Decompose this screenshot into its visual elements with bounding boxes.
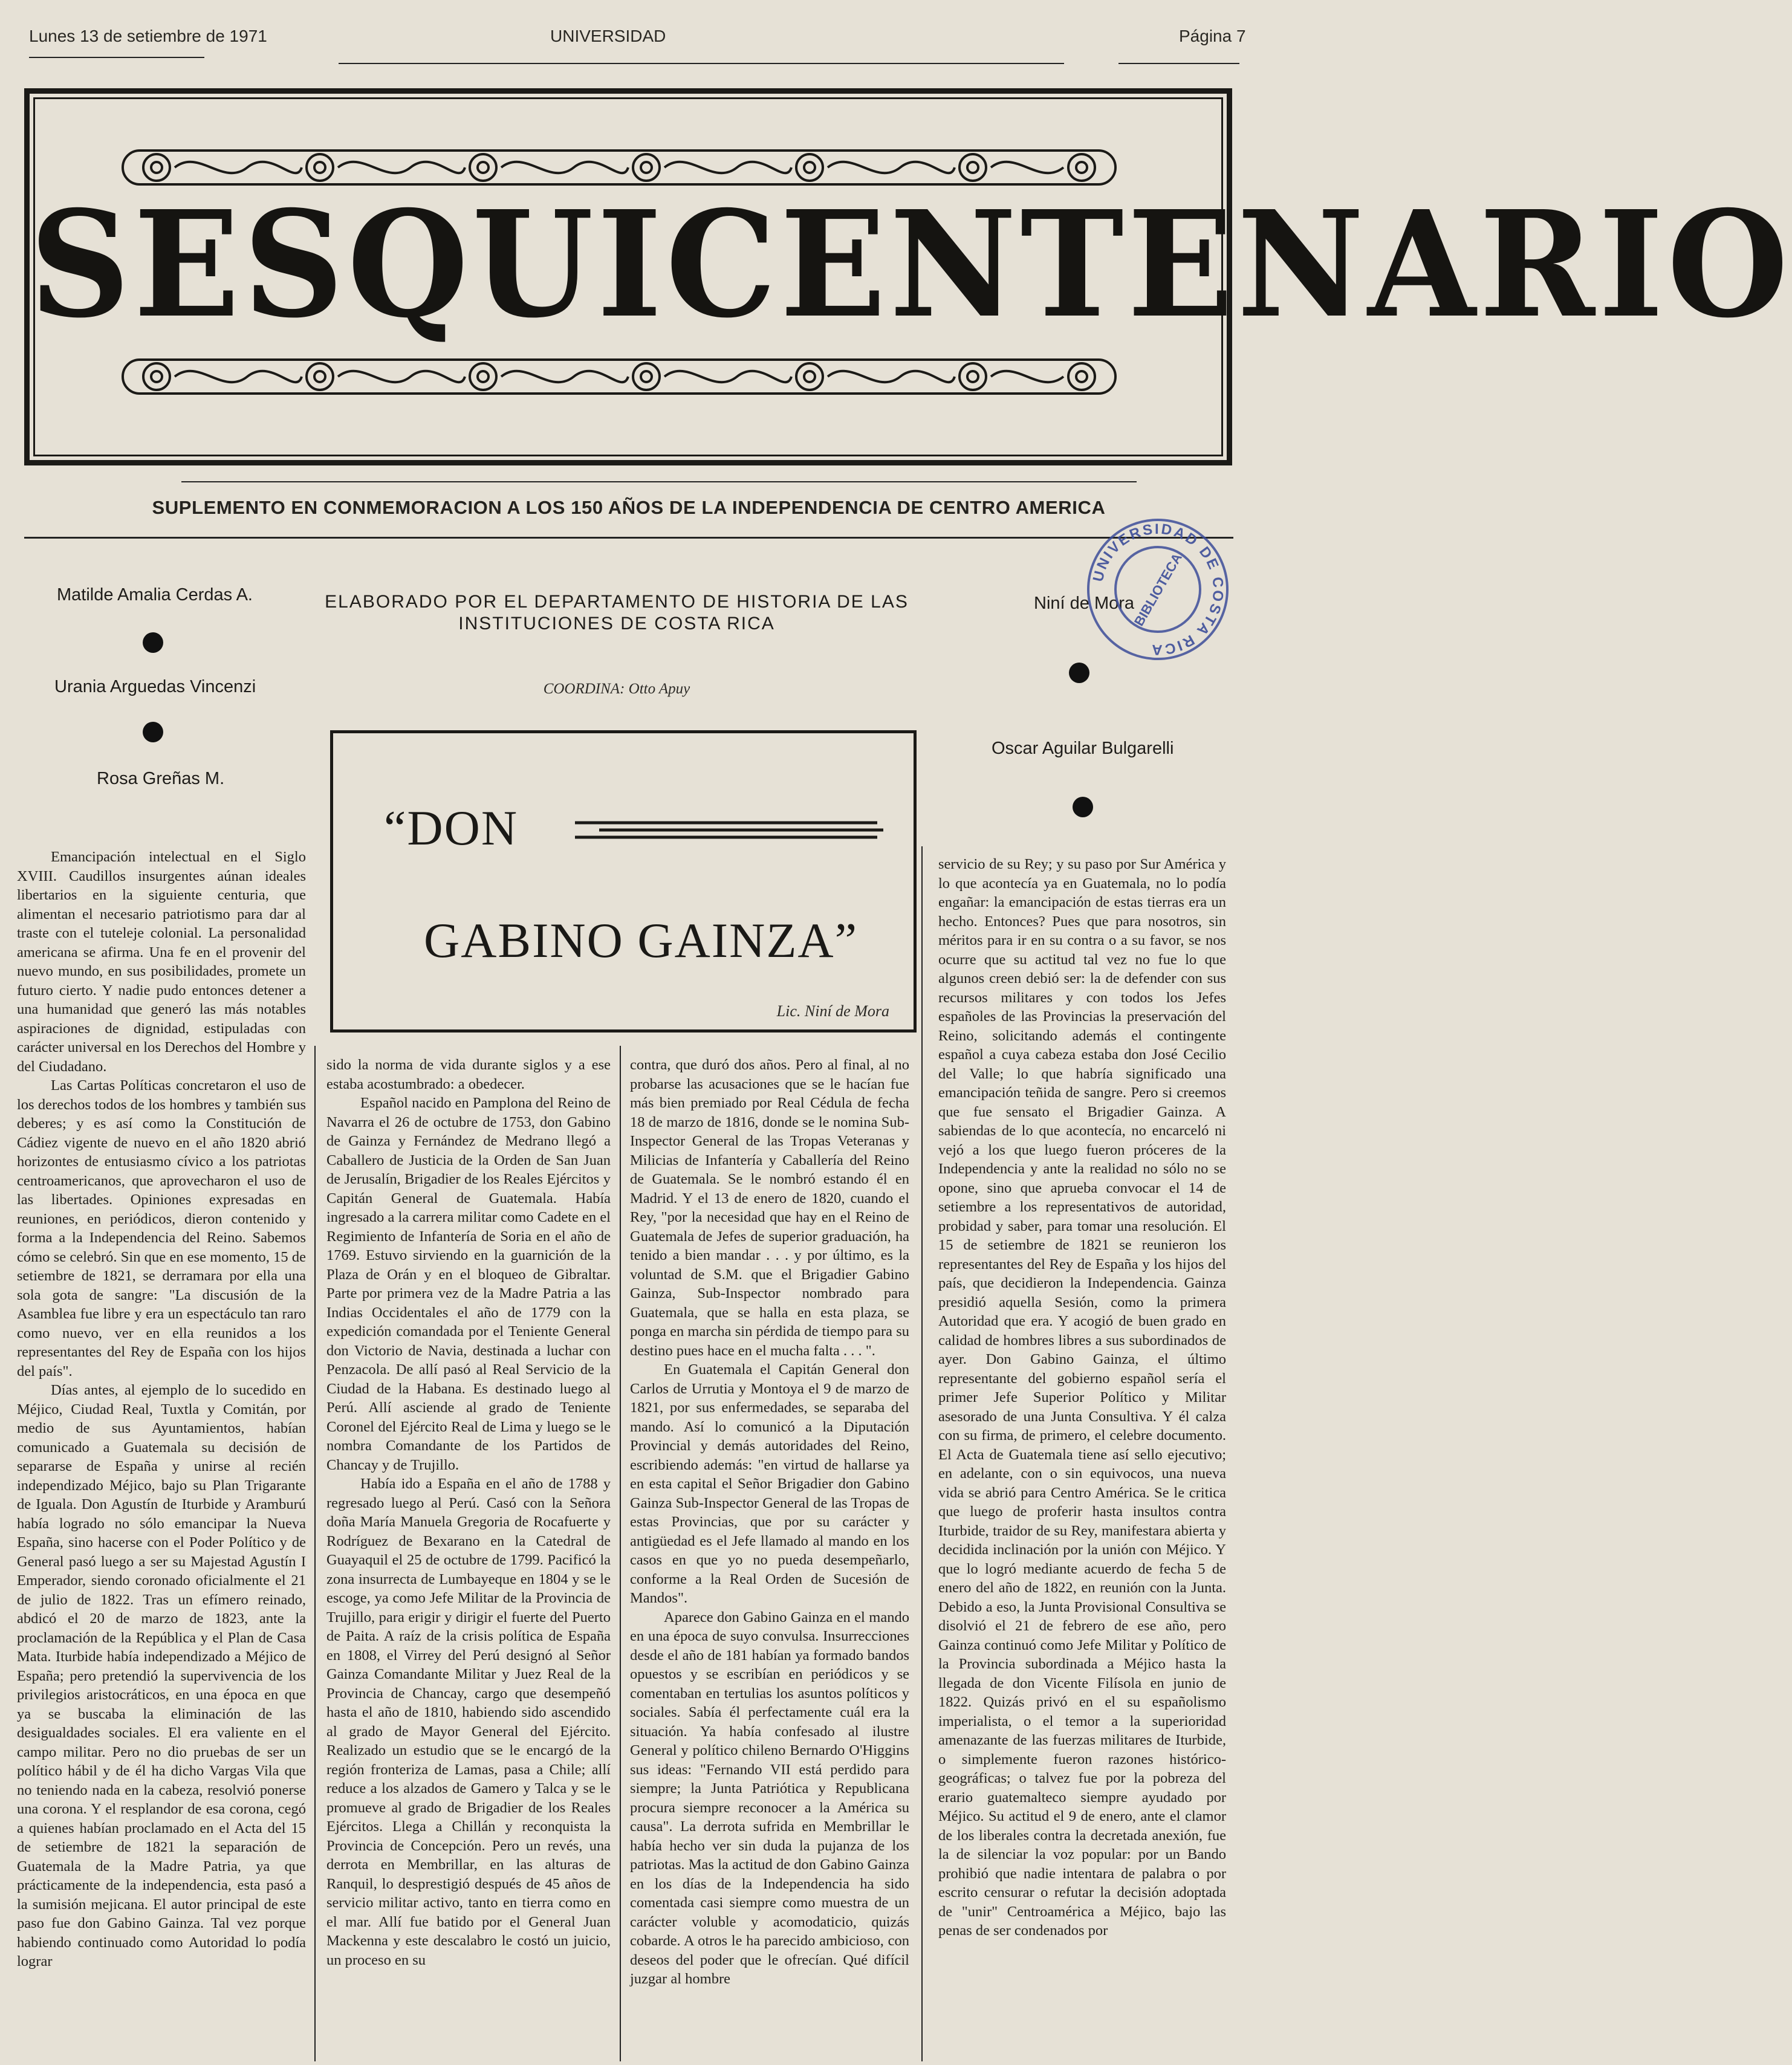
paragraph: contra, que duró dos años. Pero al final, al no probarse las acusaciones que se le hacían fue más bien premiado por Real Cédula de fecha 18 de marzo de 1816, donde se le nomina Sub-Inspector General de las Tropas Veteranas y Milicias de Infantería y Caballería del Reino de Guatemala. Se le nombró estando él en Madrid. Y el 13 de enero de 1820, cuando el Rey, "por la necesidad que hay en el Reino de Guatemala de Jefes de superior graduación, ha tenido a bien mandar . . . y por último, es la voluntad de S.M. que el Brigadier Gabino Gainza, Sub-Inspector nombrado para Guatemala, que se halla en esta plaza, se ponga en marcha sin pérdida de tiempo para su destino pues hace en el mucha falta . . . ". <box>630 1057 909 1359</box>
header-rule-right <box>1118 63 1239 64</box>
article-title-line-1: “DON <box>384 800 519 855</box>
author-arguedas: Urania Arguedas Vincenzi <box>54 677 256 696</box>
header-rule-center <box>339 63 1064 64</box>
separator-dot <box>143 722 163 742</box>
department-line-2: INSTITUCIONES DE COSTA RICA <box>458 614 775 634</box>
author-mora: Niní de Mora <box>1034 594 1135 613</box>
masthead-frame <box>24 88 1792 465</box>
library-stamp <box>1082 514 1233 665</box>
masthead-title: SESQUICENTENARIO <box>30 179 1792 351</box>
paragraph: En Guatemala el Capitán General don Carlos de Urrutia y Montoya el 9 de marzo de 1821, por sus enfermedades, se separaba del mando. Así lo comunicó a la Diputación Provincial y demás autoridades del Reino, escribiendo además: "en virtud de hallarse ya en esta capital el Señor Brigadier don Gabino Gainza Sub-Inspector General de las Tropas de estas Provincias, que por su carácter y antigüedad es el Jefe llamado al mando en los casos en que yo no pueda desempeñarlo, conforme a la Real Orden de Sucesión de Mandos". <box>630 1361 909 1606</box>
column-rule <box>921 846 923 2061</box>
header-publication: UNIVERSIDAD <box>550 27 666 45</box>
paragraph: Español nacido en Pamplona del Reino de Navarra el 26 de octubre de 1753, don Gabino de Gainza y Fernández de Medrano llegó a Caballero de Justicia de la Orden de San Juan de Jerusalín, Brigadier de los Reales Ejércitos y Capitán General de Guatemala. Había ingresado a la carrera militar como Cadete en el Regimiento de Infantería de Soria en el año de 1769. Estuvo sirviendo en la guarnición de la Plaza de Orán y en el bloqueo de Gibraltar. Parte por primera vez de la Madre Patria a las Indias Occidentales el año de 1779 con la expedición comandada por el Teniente General don Victorio de Navia, destinada a luchar con Penzacola. De allí pasó al Real Servicio de la Ciudad de la Habana. Es destinado luego al Perú. Allí asciende al grado de Teniente Coronel del Ejército Real de Lima y luego se le nombra Comandante de los Partidos de Chancay y de Trujillo. <box>326 1095 611 1473</box>
paragraph: sido la norma de vida durante siglos y a ese estaba acostumbrado: a obedecer. <box>326 1057 611 1092</box>
article-column-4 <box>938 855 1226 1940</box>
author-grenas: Rosa Greñas M. <box>97 769 225 788</box>
paragraph: Emancipación intelectual en el Siglo XVIII. Caudillos insurgentes aúnan ideales libertarios en la siguiente centuria, que alimentan el necesario patriotismo para dar al traste con el tuteleje colonial. La personalidad americana se afirma. Una fe en el provenir del nuevo mundo, en sus posibilidades, promete un futuro cierto. Y nadie pudo entonces detener a una humanidad que generó las más notables aspiraciones de dignidad, estipuladas con carácter universal en los Derechos del Hombre y del Ciudadano. <box>17 849 306 1075</box>
paragraph: Aparece don Gabino Gainza en el mando en una época de suyo convulsa. Insurrecciones desde el año de 181 habían ya formado bandos opuestos y se escribían en periódicos y se comentaban en tertulias los asuntos políticos y sociales. Sabía él perfectamente cuál era la situación. Ya había confesado al ilustre General y político chileno Bernardo O'Higgins sus ideas: "Fernando VII está perdido para siempre; la Junta Patriótica y Republicana procura siempre reconocer a la América su causa". La derrota sufrida en Membrillar le había hecho ver sin duda la pujanza de los patriotas. Mas la actitud de don Gabino Gainza en los días de la Independencia ha sido comentada casi siempre como muestra de un carácter voluble y acomodaticio, quizás cobarde. A otros le ha parecido ambicioso, con deseos del poder que le ofrecían. Qué difícil juzgar al hombre <box>630 1609 909 1987</box>
paragraph: Las Cartas Políticas concretaron el uso de los derechos todos de los hombres y también sus deberes; y es así como la Constitución de Cádiez vigente de nuevo en el año 1820 abrió horizontes de entusiasmo cívico a los patriotas centroamericanos, que aprovecharon el uso de las libertades. Opiniones expresadas en reuniones, en periódicos, dieron contenido y forma a la Independencia del Reino. Sabemos cómo se celebró. Sin que en ese momento, 15 de setiembre de 1821, se derramara por ella una sola gota de sangre: "La discusión de la Asamblea fue libre y era un espectáculo tan raro como nuevo, ver en ella reunidos a los representantes del Rey de España con los hijos del país". <box>17 1077 306 1379</box>
column-rule <box>620 1046 621 2061</box>
author-aguilar: Oscar Aguilar Bulgarelli <box>992 739 1174 758</box>
article-title-box <box>330 730 917 1032</box>
separator-dot <box>1069 663 1089 683</box>
supplement-line: SUPLEMENTO EN CONMEMORACION A LOS 150 AÑOS DE LA INDEPENDENCIA DE CENTRO AMERICA <box>152 497 1106 518</box>
ornament-bottom <box>120 351 1118 402</box>
header-page: Página 7 <box>1179 27 1246 45</box>
title-flourish <box>575 818 889 842</box>
rule-below-supplement <box>24 537 1233 539</box>
article-column-3 <box>630 1055 909 1989</box>
article-column-1 <box>17 848 306 1971</box>
separator-dot <box>1073 797 1093 817</box>
header-rule-left <box>29 57 204 58</box>
article-byline: Lic. Niní de Mora <box>776 1002 889 1020</box>
paragraph: servicio de su Rey; y su paso por Sur América y lo que acontecía ya en Guatemala, no lo podía engañar: la emancipación de estas tierras era un hecho. Entonces? Pues que para nosotros, sin méritos para ir en su contra o a su favor, se nos ocurre que su actitud tal vez no fue lo que algunos creen debió ser: la de defender con sus recursos militares y con todos los Jefes españoles de las Provincias la preservación del Reino, solicitando además el contingente español a cuya cabeza estaba don José Cecilio del Valle; lo que habría significado una emancipación teñida de sangre. Pero si creemos que fue sensato el Brigadier Gainza. A sabiendas de lo que acontecía, no encarceló ni vejó a los que luego fueron próceres de la Independencia y ante la realidad no sólo no se opone, sino que aprueba convocar el 14 de setiembre a los representativos de autoridad, probidad y saber, para tomar una resolución. El 15 de setiembre de 1821 se reunieron los representantes del Rey de España y los hijos del país, que decidieron la Independencia. Gainza presidió aquella Sesión, como la primera Autoridad que era. Y acogió de buen grado en calidad de hombres libres a sus subordinados de ayer. Don Gabino Gainza, el último representante del gobierno español sería el primer Jefe Superior Político y Militar asesorado de una Junta Consultiva. Y él calza con su firma, de primero, el celebre documento. El Acta de Guatemala tiene así sello ejecutivo; en adelante, con o sin equivocos, una nueva vida se abrió para Centro América. Se le critica que luego de proferir hasta insultos contra Iturbide, traidor de su Rey, manifestara abierta y decidida inclinación por la unión con Méjico. Y que lo logró mediante acuerdo de fecha 5 de enero del año de 1822, en reunión con la Junta. Debido a eso, la Junta Provisional Consultiva se disolvió el 21 de febrero de ese año, pero Gainza continuó como Jefe Militar y Político de la Provincia subordinada a Méjico hasta la llegada de don Vicente Filísola en junio de 1822. Quizás privó en el su españolismo imperialista, o el temor a la superioridad amenazante de las fuerzas militares de Iturbide, o simplemente fueron razones histórico-geográficas; o talvez fue por la pobreza del erario guatemalteco siempre ayudado por Méjico. Su actitud el 9 de enero, ante el clamor de los liberales contra la decretada anexión, fue la de silenciar la voz popular: por un Bando prohibió que nadie intentara de palabra o por escrito censurar o refutar la decisión adoptada de "unir" Centroamérica a Méjico, bajo las penas de ser condenados por <box>938 856 1226 1939</box>
rule-above-supplement <box>181 481 1137 482</box>
paragraph: Días antes, al ejemplo de lo sucedido en Méjico, Ciudad Real, Tuxtla y Comitán, por medio de sus Ayuntamientos, habían comunicado a Guatemala su decisión de separarse de España y unirse al recién independizado Méjico, bajo su Plan Trigarante de Iguala. Don Agustín de Iturbide y Aramburú había logrado no sólo emancipar la Nueva España, sino hacerse con el Poder Político y de General pasó luego a ser su Majestad Agustín I Emperador, siendo coronado oficialmente el 21 de julio de 1822. Tras un efímero reinado, abdicó el 20 de marzo de 1823, ante la proclamación de la República y el Plan de Casa Mata. Iturbide había independizado a Méjico de España; pero pretendió la supervivencia de los privilegios aristocráticos, en una época en que ya se buscaba la eliminación de las desigualdades sociales. El era valiente en el campo militar. Pero no dio pruebas de ser un político hábil y de él ha dicho Vargas Vila que no teniendo nada en la cabeza, resolvió ponerse una corona. Y el resplandor de esa corona, cegó a quienes habían proclamado en el Acta del 15 de setiembre de 1821 la separación de Guatemala de la Madre Patria, ya que prácticamente de la independencia, esta pasó a la sumisión mejicana. El autor principal de este paso fue don Gabino Gainza. Tal vez porque habiendo continuado como Autoridad lo podía lograr <box>17 1382 306 1969</box>
department-line-1: ELABORADO POR EL DEPARTAMENTO DE HISTORIA DE LAS <box>325 592 909 612</box>
column-rule <box>314 1046 316 2061</box>
separator-dot <box>143 632 163 653</box>
stamp-center-text: BIBLIOTECA <box>1131 550 1185 629</box>
author-cerdas: Matilde Amalia Cerdas A. <box>57 585 253 605</box>
coordinator: COORDINA: Otto Apuy <box>543 681 690 697</box>
stamp-ring-text: UNIVERSIDAD DE COSTA RICA <box>1089 520 1227 658</box>
department-heading <box>314 591 919 635</box>
paragraph: Había ido a España en el año de 1788 y regresado luego al Perú. Casó con la Señora doña María Manuela Gregoria de Rocafuerte y Rodríguez de Bexarano en la Catedral de Guayaquil el 25 de octubre de 1799. Pacificó la zona insurrecta de Lumbayeque en 1804 y se le escoge, ya como Jefe Militar de la Provincia de Trujillo, para erigir y dirigir el fuerte del Puerto de Paita. A raíz de la crisis política de España en 1808, el Virrey del Perú designó al Señor Gainza Comandante Militar y Juez Real de la Provincia de Chancay, cargo que desempeñó hasta el año de 1810, habiendo sido ascendido al grado de Mayor General del Ejército. Realizado un estudio que se le encargó de la región fronteriza de Lamas, pasa a Chile; allí reduce a los alzados de Gamero y Talca y se le promueve al grado de Brigadier de los Reales Ejércitos. Llega a Chillán y reconquista la Provincia de Concepción. Pero un revés, una derrota en Membrillar, en las alturas de Ranquil, lo desprestigió después de 45 años de servicio militar activo, tanto en tierra como en el mar. Allí fue batido por el General Juan Mackenna y este descalabro le costó un juicio, un proceso en su <box>326 1476 611 1968</box>
header-date: Lunes 13 de setiembre de 1971 <box>29 27 267 45</box>
article-column-2 <box>326 1055 611 1969</box>
article-title-line-2: GABINO GAINZA” <box>424 913 859 968</box>
